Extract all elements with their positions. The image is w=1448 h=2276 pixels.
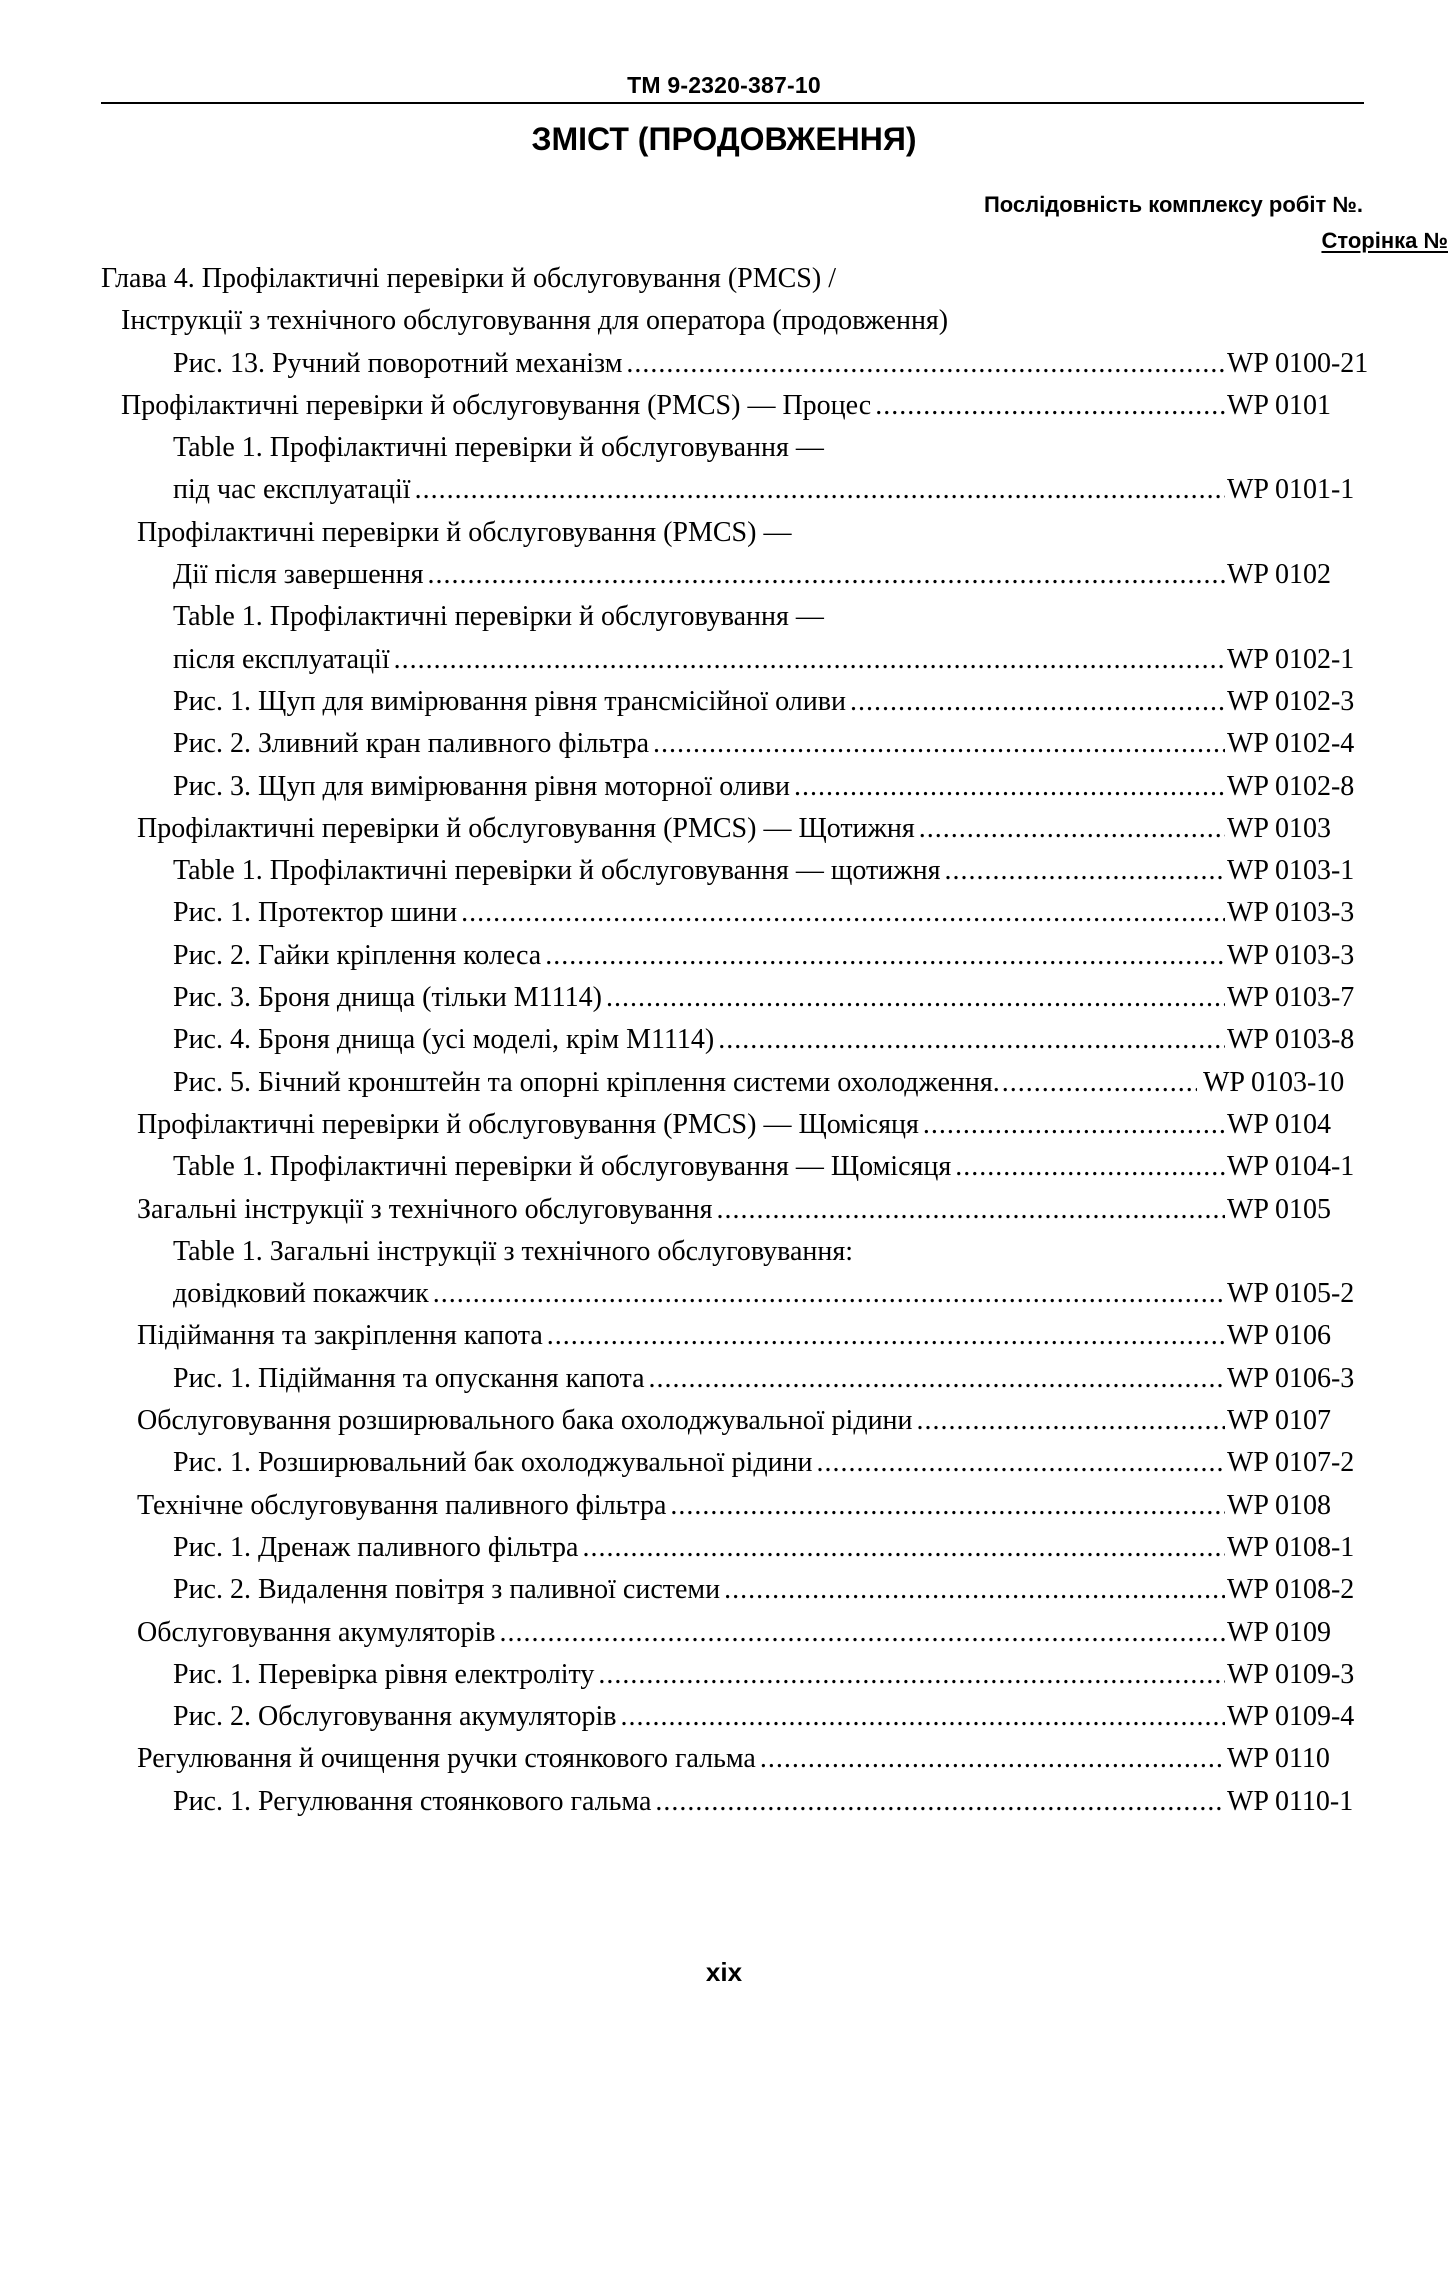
toc-entry-text: Рис. 1. Протектор шини <box>173 897 458 929</box>
dot-leader <box>919 808 1225 850</box>
dot-leader <box>724 1569 1225 1611</box>
toc-entry <box>0 1738 1448 1780</box>
toc-entry <box>0 554 1448 596</box>
toc-entry-text: Рис. 5. Бічний кронштейн та опорні кріплення системи охолодження. <box>173 1066 1000 1098</box>
toc-entry <box>0 1612 1448 1654</box>
toc-entry-ref: WP 0106 <box>1227 1320 1331 1352</box>
toc-entry-ref: WP 0107-2 <box>1227 1447 1355 1479</box>
toc-entry-ref: WP 0100-21 <box>1227 347 1369 379</box>
toc-entry <box>0 300 1448 342</box>
toc-entry-ref: WP 0105 <box>1227 1193 1331 1225</box>
dot-leader <box>653 723 1225 765</box>
page-number-column-header: Сторінка № <box>1321 228 1448 253</box>
dot-leader <box>760 1738 1225 1780</box>
toc-entry-ref: WP 0102-8 <box>1227 770 1355 802</box>
toc-entry-text: Загальні інструкції з технічного обслуговування <box>137 1193 713 1225</box>
toc-entry <box>0 850 1448 892</box>
dot-leader <box>545 935 1225 977</box>
toc-entry-text: Table 1. Профілактичні перевірки й обслуговування — <box>173 601 824 633</box>
dot-leader <box>428 554 1225 596</box>
toc-entry-text: Рис. 3. Щуп для вимірювання рівня моторної оливи <box>173 770 791 802</box>
dot-leader <box>923 1104 1225 1146</box>
dot-leader <box>415 469 1225 511</box>
toc-entry-text: Підіймання та закріплення капота <box>137 1320 543 1352</box>
header-rule <box>101 102 1364 104</box>
toc-entry-text: Рис. 4. Броня днища (усі моделі, крім M1114) <box>173 1024 715 1056</box>
toc-entry-text: Обслуговування розширювального бака охолоджувальної рідини <box>137 1405 913 1437</box>
dot-leader <box>955 1146 1225 1188</box>
dot-leader <box>621 1696 1225 1738</box>
toc-entry-ref: WP 0103-10 <box>1203 1066 1345 1098</box>
dot-leader <box>500 1612 1225 1654</box>
toc-entry <box>0 1442 1448 1484</box>
toc-entry-text: Table 1. Профілактичні перевірки й обслуговування — щотижня <box>173 855 941 887</box>
toc-entry <box>0 1062 1448 1104</box>
toc-entry-ref: WP 0103-1 <box>1227 855 1355 887</box>
toc-entry-text: Технічне обслуговування паливного фільтра <box>137 1489 667 1521</box>
toc-entry-ref: WP 0101-1 <box>1227 474 1355 506</box>
toc-entry <box>0 512 1448 554</box>
toc-entry-ref: WP 0102 <box>1227 559 1331 591</box>
dot-leader <box>582 1527 1225 1569</box>
toc-entry-ref: WP 0105-2 <box>1227 1278 1355 1310</box>
toc-entry <box>0 1273 1448 1315</box>
toc-entry-ref: WP 0108-2 <box>1227 1574 1355 1606</box>
dot-leader <box>606 977 1225 1019</box>
toc-entry-text: Рис. 2. Видалення повітря з паливної системи <box>173 1574 721 1606</box>
toc-entry-text: Рис. 1. Щуп для вимірювання рівня трансмісійної оливи <box>173 685 846 717</box>
dot-leader <box>817 1442 1225 1484</box>
dot-leader <box>626 343 1225 385</box>
toc-entry-ref: WP 0103 <box>1227 812 1331 844</box>
toc-entry-text: Профілактичні перевірки й обслуговування (PMCS) — Щомісяця <box>137 1108 919 1140</box>
toc-entry <box>0 1358 1448 1400</box>
toc-entry-ref: WP 0110-1 <box>1227 1785 1354 1817</box>
toc-entry-ref: WP 0102-1 <box>1227 643 1355 675</box>
dot-leader <box>716 1189 1225 1231</box>
page-number: xix <box>705 1957 743 1987</box>
toc-entry-text: Table 1. Загальні інструкції з технічного обслуговування: <box>173 1235 854 1267</box>
toc-entry <box>0 681 1448 723</box>
dot-leader <box>718 1019 1225 1061</box>
toc-entry-ref: WP 0103-8 <box>1227 1024 1355 1056</box>
toc-entry <box>0 1104 1448 1146</box>
toc-entry-ref: WP 0108-1 <box>1227 1531 1355 1563</box>
toc-entry <box>0 385 1448 427</box>
toc-entry-text: Рис. 3. Броня днища (тільки M1114) <box>173 982 602 1014</box>
toc-entry-text: Регулювання й очищення ручки стоянкового гальма <box>137 1743 756 1775</box>
toc-entry-ref: WP 0109 <box>1227 1616 1331 1648</box>
toc-entry-text: Рис. 1. Перевірка рівня електроліту <box>173 1658 595 1690</box>
toc-entry-text: під час експлуатації <box>173 474 411 506</box>
toc-entry-text: Профілактичні перевірки й обслуговування (PMCS) — <box>137 516 792 548</box>
toc-entry-text: довідковий покажчик <box>173 1278 429 1310</box>
toc-entry-text: Рис. 2. Обслуговування акумуляторів <box>173 1701 617 1733</box>
dot-leader <box>944 850 1225 892</box>
toc-entry-text: Профілактичні перевірки й обслуговування (PMCS) — Процес <box>121 389 872 421</box>
dot-leader <box>394 639 1225 681</box>
toc-entry-text: Рис. 1. Дренаж паливного фільтра <box>173 1531 579 1563</box>
toc-entry-ref: WP 0102-3 <box>1227 685 1355 717</box>
toc-entry-ref: WP 0104-1 <box>1227 1151 1355 1183</box>
dot-leader <box>917 1400 1225 1442</box>
dot-leader <box>433 1273 1225 1315</box>
toc-entry-text: Рис. 2. Гайки кріплення колеса <box>173 939 542 971</box>
toc-entry <box>0 892 1448 934</box>
toc-entry-text: після експлуатації <box>173 643 390 675</box>
toc-entry-ref: WP 0103-3 <box>1227 939 1355 971</box>
toc-entry-text: Профілактичні перевірки й обслуговування (PMCS) — Щотижня <box>137 812 915 844</box>
dot-leader <box>598 1654 1225 1696</box>
toc-entry <box>0 469 1448 511</box>
toc-entry-text: Дії після завершення <box>173 559 424 591</box>
toc-entry-ref: WP 0104 <box>1227 1108 1331 1140</box>
toc-entry <box>0 1231 1448 1273</box>
toc-entry <box>0 1527 1448 1569</box>
toc-entry <box>0 1400 1448 1442</box>
toc-entry-ref: WP 0103-7 <box>1227 982 1355 1014</box>
toc-entry-text: Table 1. Профілактичні перевірки й обслуговування — <box>173 432 824 464</box>
toc-entry-text: Table 1. Профілактичні перевірки й обслуговування — Щомісяця <box>173 1151 952 1183</box>
toc-entry-text: Рис. 1. Розширювальний бак охолоджувальної рідини <box>173 1447 813 1479</box>
toc-entry-ref: WP 0110 <box>1227 1743 1330 1775</box>
toc-entry <box>0 1485 1448 1527</box>
toc-entry-ref: WP 0106-3 <box>1227 1362 1355 1394</box>
toc-entry <box>0 1146 1448 1188</box>
toc-entry <box>0 766 1448 808</box>
toc-entry <box>0 1781 1448 1823</box>
toc-entry <box>0 723 1448 765</box>
dot-leader <box>670 1485 1225 1527</box>
toc-entry-text: Інструкції з технічного обслуговування для оператора (продовження) <box>121 305 949 337</box>
dot-leader <box>875 385 1225 427</box>
toc-entry-text: Рис. 13. Ручний поворотний механізм <box>173 347 623 379</box>
dot-leader <box>655 1781 1225 1823</box>
toc-entry <box>0 596 1448 638</box>
toc-entry-text: Глава 4. Профілактичні перевірки й обслуговування (PMCS) / <box>101 263 836 294</box>
toc-entry <box>0 977 1448 1019</box>
toc-entry-ref: WP 0107 <box>1227 1405 1331 1437</box>
toc-entry <box>0 427 1448 469</box>
toc-entry <box>0 935 1448 977</box>
dot-leader <box>1002 1062 1197 1104</box>
toc-entry-text: Рис. 1. Підіймання та опускання капота <box>173 1362 645 1394</box>
toc-entry <box>0 1696 1448 1738</box>
toc-entry <box>0 343 1448 385</box>
toc-entry <box>0 1019 1448 1061</box>
toc-entry <box>0 808 1448 850</box>
toc-entry-ref: WP 0109-3 <box>1227 1658 1355 1690</box>
toc-entry <box>0 1189 1448 1231</box>
dot-leader <box>850 681 1225 723</box>
dot-leader <box>461 892 1225 934</box>
toc-entry <box>0 258 1448 300</box>
toc-entry-ref: WP 0109-4 <box>1227 1701 1355 1733</box>
wp-sequence-column-header: Послідовність комплексу робіт №. <box>983 192 1363 217</box>
toc-entry-text: Обслуговування акумуляторів <box>137 1616 496 1648</box>
toc-entry-ref: WP 0103-3 <box>1227 897 1355 929</box>
toc-entry <box>0 1569 1448 1611</box>
toc-entry <box>0 1654 1448 1696</box>
toc-entry-ref: WP 0102-4 <box>1227 728 1355 760</box>
table-of-contents <box>0 258 1448 1823</box>
toc-entry <box>0 639 1448 681</box>
toc-entry <box>0 1315 1448 1357</box>
toc-entry-ref: WP 0101 <box>1227 389 1331 421</box>
page-title: ЗМІСТ (ПРОДОВЖЕННЯ) <box>531 121 917 157</box>
toc-entry-ref: WP 0108 <box>1227 1489 1331 1521</box>
document-code: TM 9-2320-387-10 <box>627 72 821 98</box>
dot-leader <box>547 1315 1225 1357</box>
toc-entry-text: Рис. 2. Зливний кран паливного фільтра <box>173 728 649 760</box>
dot-leader <box>649 1358 1225 1400</box>
dot-leader <box>794 766 1225 808</box>
toc-entry-text: Рис. 1. Регулювання стоянкового гальма <box>173 1785 652 1817</box>
